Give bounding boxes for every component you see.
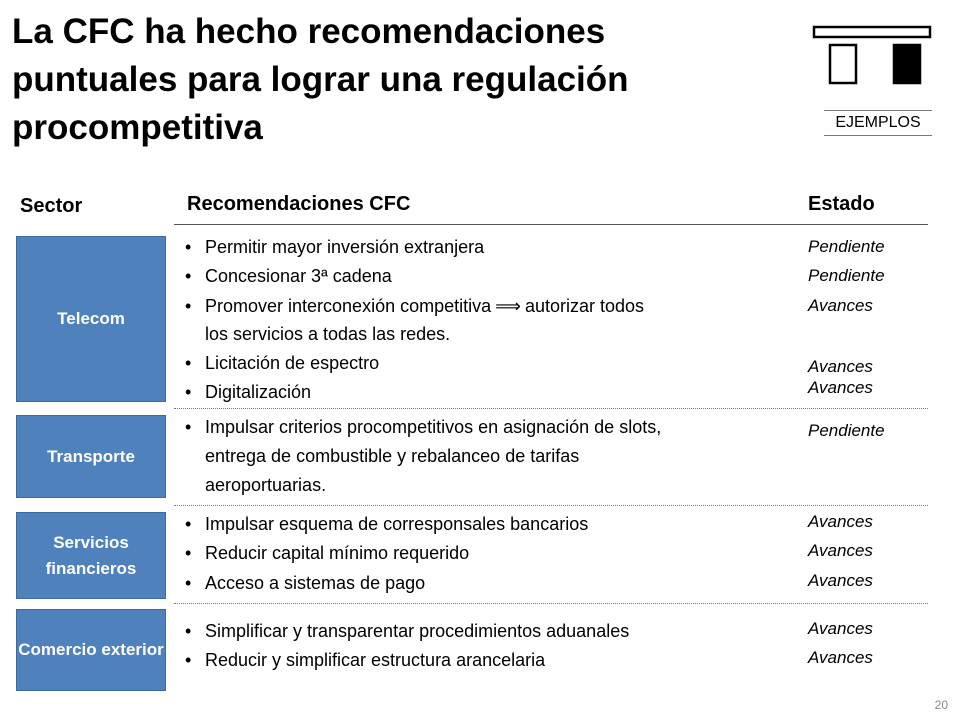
sector-servicios-financieros: Servicios financieros xyxy=(16,512,166,599)
recommendation-text: Impulsar esquema de corresponsales bancarios xyxy=(205,514,589,534)
recommendation-text: Permitir mayor inversión extranjera xyxy=(205,237,485,257)
sector-header: Sector xyxy=(20,195,83,217)
recommendation-text: Digitalización xyxy=(205,382,312,402)
bullet: • xyxy=(185,621,192,641)
status-text: Avances xyxy=(808,541,873,560)
bullet: • xyxy=(185,296,192,316)
row-divider xyxy=(174,603,928,604)
header-divider xyxy=(174,224,928,225)
sector-comercio-exterior: Comercio exterior xyxy=(16,609,166,691)
recommendation-text xyxy=(205,291,644,321)
bullet: • xyxy=(185,573,192,593)
recommendation-text-part: Promover interconexión competitiva xyxy=(205,296,492,316)
status-text: Avances xyxy=(808,571,873,590)
recommendation-text: Impulsar criterios procompetitivos en asignación de slots, xyxy=(205,417,662,437)
bullet: • xyxy=(185,353,192,373)
status-header: Estado xyxy=(808,193,875,215)
status-text: Avances xyxy=(808,619,873,638)
implies-arrow-icon: ⟹ xyxy=(495,296,521,316)
status-text: Avances xyxy=(808,378,873,397)
recommendation-text: Simplificar y transparentar procedimientos aduanales xyxy=(205,621,630,641)
recommendation-text: Concesionar 3ª cadena xyxy=(205,266,392,286)
examples-label: EJEMPLOS xyxy=(824,110,932,136)
bullet: • xyxy=(185,543,192,563)
recommendation-text: Acceso a sistemas de pago xyxy=(205,573,426,593)
examples-icon xyxy=(812,22,934,92)
examples-badge xyxy=(812,22,934,138)
status-text: Avances xyxy=(808,296,873,315)
recommendations-header: Recomendaciones CFC xyxy=(187,193,411,215)
sector-transporte: Transporte xyxy=(16,415,166,498)
page-title: La CFC ha hecho recomendaciones puntuales para lograr una regulación procompetitiva xyxy=(12,12,629,147)
status-text: Pendiente xyxy=(808,421,885,440)
status-text: Avances xyxy=(808,648,873,667)
bullet: • xyxy=(185,417,192,437)
sector-telecom: Telecom xyxy=(16,236,166,402)
recommendation-text-continued: entrega de combustible y rebalanceo de tarifas xyxy=(205,446,580,466)
recommendation-text-part: autorizar todos xyxy=(524,296,645,316)
recommendation-text: Reducir capital mínimo requerido xyxy=(205,543,470,563)
bullet: • xyxy=(185,650,192,670)
recommendation-text: Licitación de espectro xyxy=(205,353,380,373)
recommendation-text: Reducir y simplificar estructura arancelaria xyxy=(205,650,546,670)
bullet: • xyxy=(185,266,192,286)
status-text: Pendiente xyxy=(808,266,885,285)
row-divider xyxy=(174,505,928,506)
row-divider xyxy=(174,408,928,409)
status-text: Avances xyxy=(808,512,873,531)
bullet: • xyxy=(185,514,192,534)
status-text: Avances xyxy=(808,357,873,376)
page-number: 20 xyxy=(934,698,948,712)
recommendation-text-continued: aeroportuarias. xyxy=(205,475,327,495)
bullet: • xyxy=(185,237,192,257)
status-text: Pendiente xyxy=(808,237,885,256)
recommendation-text-continued: los servicios a todas las redes. xyxy=(205,324,451,344)
bullet: • xyxy=(185,382,192,402)
